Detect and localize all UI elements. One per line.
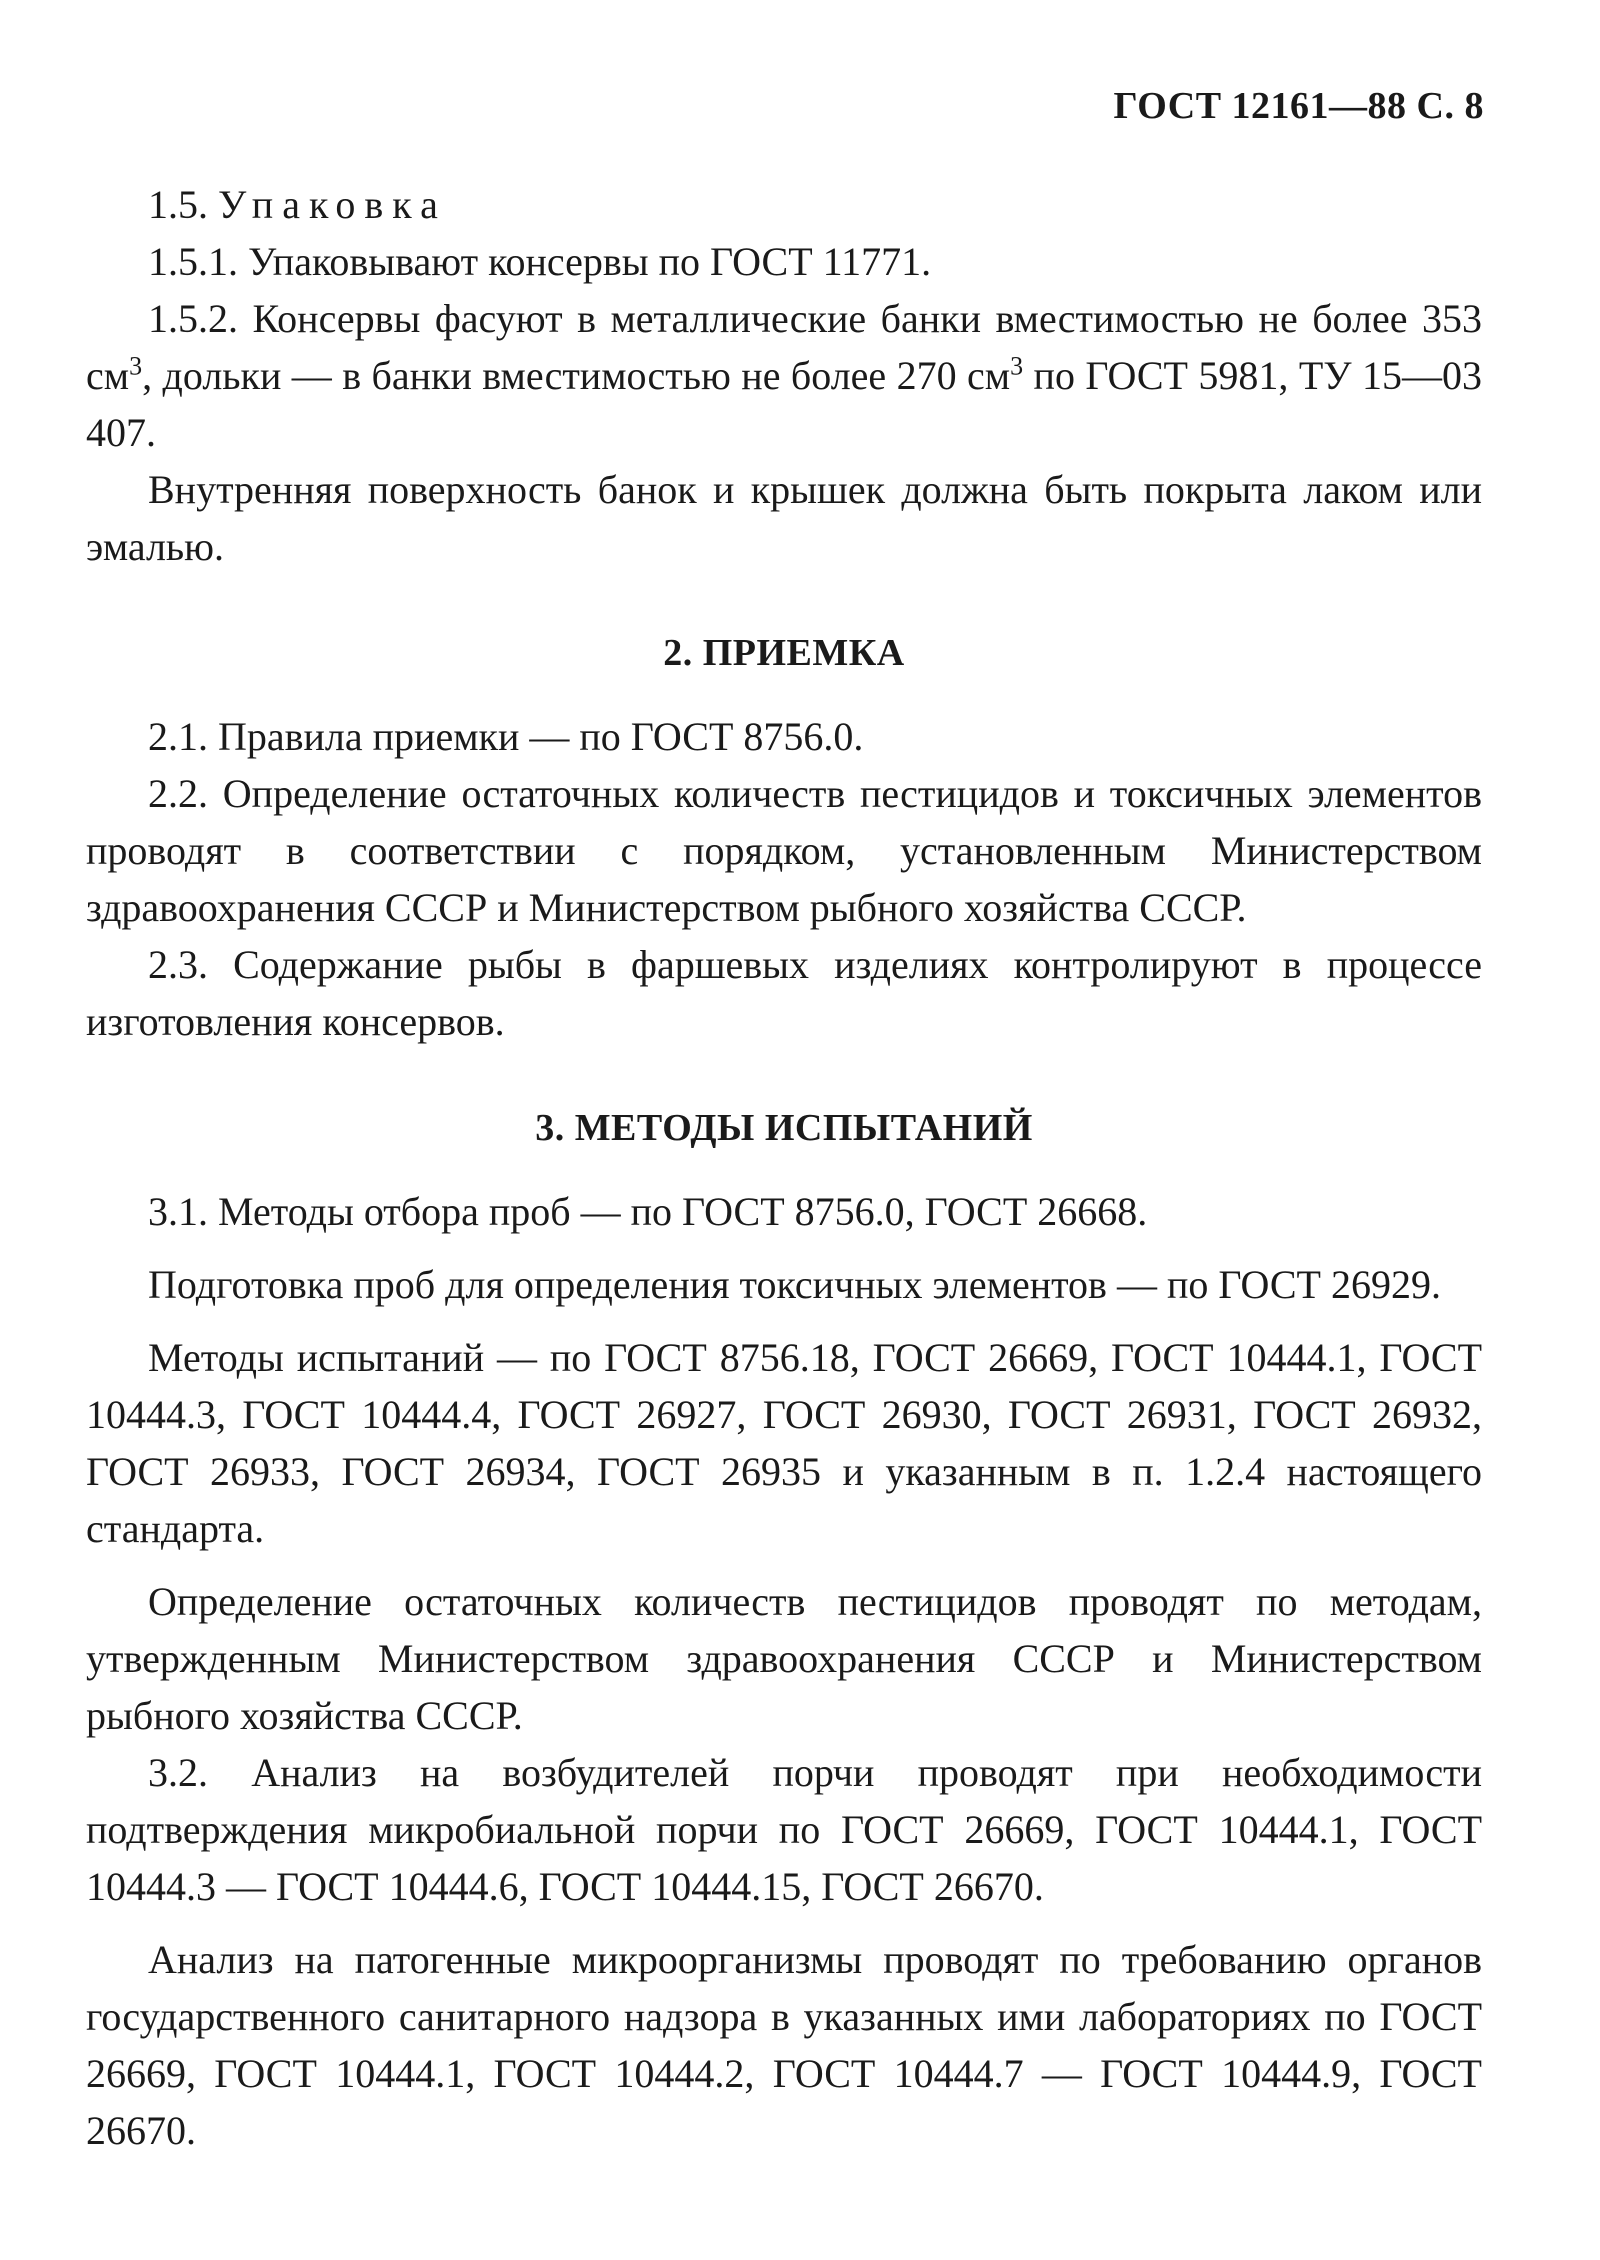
paragraph-pathogens: Анализ на патогенные микроорганизмы проводят по требованию органов государственного санитарного надзора в указанных ими лабораториях по ГОСТ 26669, ГОСТ 10444.1, ГОСТ 10444.2, ГОСТ 10444.7 — ГОСТ 10444.9, ГОСТ 26670.: [86, 1937, 1482, 2153]
paragraph-3-2: 3.2. Анализ на возбудителей порчи проводят при необходимости подтверждения микробиальной порчи по ГОСТ 26669, ГОСТ 10444.1, ГОСТ 10444.3 — ГОСТ 10444.6, ГОСТ 10444.15, ГОСТ 26670.: [86, 1750, 1482, 1909]
section-title-acceptance: 2. ПРИЕМКА: [663, 632, 905, 674]
subsection-title: Упаковка: [218, 182, 447, 227]
document-body: [86, 176, 1482, 2159]
paragraph-2-1: 2.1. Правила приемки — по ГОСТ 8756.0.: [148, 714, 864, 759]
paragraph-text: , дольки — в банки вместимостью не более 270 см: [142, 353, 1011, 398]
paragraph-2-2: 2.2. Определение остаточных количеств пестицидов и токсичных элементов проводят в соответствии с порядком, установленным Министерством здравоохранения СССР и Министерством рыбного хозяйства СССР.: [86, 771, 1482, 930]
superscript: 3: [1010, 351, 1024, 381]
subsection-heading-1-5: [86, 176, 1482, 233]
page-header: ГОСТ 12161—88 С. 8: [1113, 85, 1484, 127]
paragraph-text: 1.5.2. Консервы фасуют в металлические банки вместимостью не более 353 см: [86, 296, 1482, 398]
paragraph-coating: Внутренняя поверхность банок и крышек должна быть покрыта лаком или эмалью.: [86, 467, 1482, 569]
superscript: 3: [129, 351, 143, 381]
subsection-number: 1.5.: [148, 182, 208, 227]
paragraph-pesticides: Определение остаточных количеств пестицидов проводят по методам, утвержденным Министерством здравоохранения СССР и Министерством рыбного хозяйства СССР.: [86, 1579, 1482, 1738]
section-title-test-methods: 3. МЕТОДЫ ИСПЫТАНИЙ: [535, 1107, 1033, 1149]
paragraph-1-5-2: [86, 290, 1482, 461]
paragraph-2-3: 2.3. Содержание рыбы в фаршевых изделиях контролируют в процессе изготовления консервов.: [86, 942, 1482, 1044]
paragraph-1-5-1: 1.5.1. Упаковывают консервы по ГОСТ 11771.: [148, 239, 932, 284]
paragraph-test-methods: Методы испытаний — по ГОСТ 8756.18, ГОСТ 26669, ГОСТ 10444.1, ГОСТ 10444.3, ГОСТ 10444.4, ГОСТ 26927, ГОСТ 26930, ГОСТ 26931, ГОСТ 26932, ГОСТ 26933, ГОСТ 26934, ГОСТ 26935 и указанным в п. 1.2.4 настоящего стандарта.: [86, 1335, 1482, 1551]
paragraph-sample-prep: Подготовка проб для определения токсичных элементов — по ГОСТ 26929.: [148, 1262, 1441, 1307]
paragraph-3-1: 3.1. Методы отбора проб — по ГОСТ 8756.0, ГОСТ 26668.: [148, 1189, 1148, 1234]
paragraph-text: по ГОСТ 5981, ТУ 15—03 407.: [86, 353, 1483, 455]
